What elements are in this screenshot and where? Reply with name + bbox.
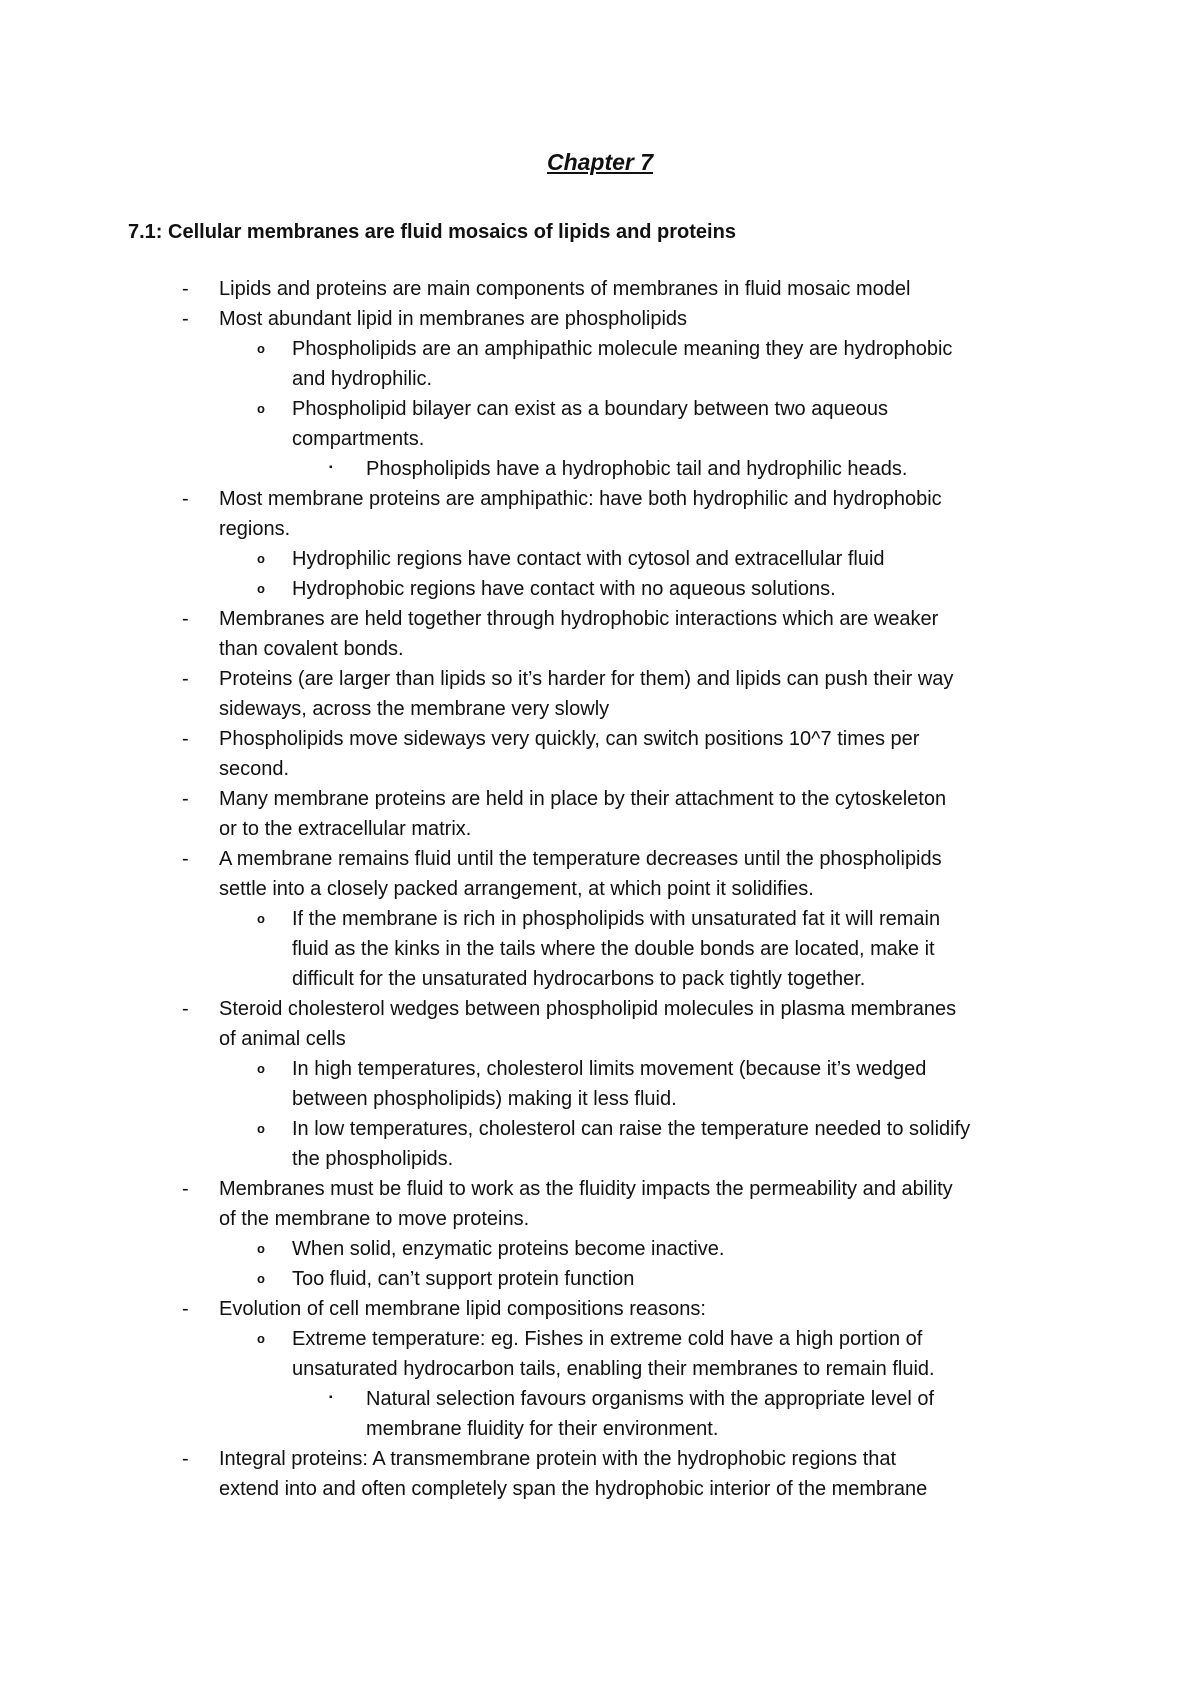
bullet-marker-icon: - xyxy=(182,1298,189,1320)
list-item-line: Hydrophilic regions have contact with cytosol and extracellular fluid xyxy=(292,548,885,570)
list-item xyxy=(0,334,1200,394)
list-item-line: Lipids and proteins are main components of membranes in fluid mosaic model xyxy=(219,278,911,300)
list-item-text xyxy=(219,304,1200,334)
list-item-text xyxy=(219,664,1200,724)
list-item-line: of animal cells xyxy=(219,1028,346,1050)
list-item xyxy=(0,304,1200,334)
list-item-text xyxy=(219,784,1200,844)
list-item-line: Membranes are held together through hydrophobic interactions which are weaker xyxy=(219,608,939,630)
list-item-text xyxy=(219,604,1200,664)
list-item xyxy=(0,454,1200,484)
list-item-line: sideways, across the membrane very slowly xyxy=(219,698,610,720)
list-item xyxy=(0,724,1200,784)
list-item-text xyxy=(292,904,1200,994)
list-item xyxy=(0,394,1200,454)
list-item-line: and hydrophilic. xyxy=(292,368,433,390)
list-item-line: settle into a closely packed arrangement, at which point it solidifies. xyxy=(219,878,814,900)
bullet-marker-icon: o xyxy=(257,1121,265,1136)
list-item xyxy=(0,904,1200,994)
list-item xyxy=(0,1054,1200,1114)
list-item-text xyxy=(292,1264,1200,1294)
bullet-marker-icon: - xyxy=(182,308,189,330)
bullet-marker-icon: ▪ xyxy=(329,1392,333,1403)
list-item-line: second. xyxy=(219,758,290,780)
list-item xyxy=(0,1444,1200,1504)
list-item-line: A membrane remains fluid until the temperature decreases until the phospholipids xyxy=(219,848,942,870)
list-item-line: unsaturated hydrocarbon tails, enabling their membranes to remain fluid. xyxy=(292,1358,935,1380)
list-item-text xyxy=(219,1174,1200,1234)
list-item xyxy=(0,274,1200,304)
list-item-line: When solid, enzymatic proteins become inactive. xyxy=(292,1238,725,1260)
bullet-marker-icon: - xyxy=(182,1448,189,1470)
list-item xyxy=(0,574,1200,604)
list-item-text xyxy=(219,844,1200,904)
list-item-text xyxy=(292,1234,1200,1264)
list-item-line: Phospholipid bilayer can exist as a boundary between two aqueous xyxy=(292,398,888,420)
bullet-marker-icon: - xyxy=(182,998,189,1020)
bullet-marker-icon: - xyxy=(182,1178,189,1200)
list-item-line: membrane fluidity for their environment. xyxy=(366,1418,719,1440)
list-item-text xyxy=(292,394,1200,454)
bullet-marker-icon: o xyxy=(257,581,265,596)
list-item xyxy=(0,1384,1200,1444)
bullet-marker-icon: - xyxy=(182,848,189,870)
list-item-line: between phospholipids) making it less fluid. xyxy=(292,1088,677,1110)
list-item-line: fluid as the kinks in the tails where the double bonds are located, make it xyxy=(292,938,935,960)
list-item xyxy=(0,1234,1200,1264)
list-item xyxy=(0,784,1200,844)
notes-list xyxy=(0,274,1200,1504)
bullet-marker-icon: o xyxy=(257,1241,265,1256)
list-item-text xyxy=(219,1294,1200,1324)
list-item-text xyxy=(219,994,1200,1054)
list-item-text xyxy=(366,1384,1200,1444)
list-item xyxy=(0,544,1200,574)
list-item xyxy=(0,1264,1200,1294)
list-item-line: or to the extracellular matrix. xyxy=(219,818,472,840)
list-item-line: extend into and often completely span the hydrophobic interior of the membrane xyxy=(219,1478,928,1500)
list-item xyxy=(0,1114,1200,1174)
list-item-line: Most abundant lipid in membranes are phospholipids xyxy=(219,308,688,330)
bullet-marker-icon: ▪ xyxy=(329,462,333,473)
bullet-marker-icon: o xyxy=(257,341,265,356)
list-item-line: of the membrane to move proteins. xyxy=(219,1208,530,1230)
list-item-text xyxy=(219,274,1200,304)
list-item-line: In low temperatures, cholesterol can raise the temperature needed to solidify xyxy=(292,1118,971,1140)
bullet-marker-icon: - xyxy=(182,668,189,690)
list-item-line: Too fluid, can’t support protein function xyxy=(292,1268,635,1290)
bullet-marker-icon: o xyxy=(257,1271,265,1286)
list-item-line: Membranes must be fluid to work as the fluidity impacts the permeability and ability xyxy=(219,1178,953,1200)
list-item-text xyxy=(292,334,1200,394)
list-item-line: Most membrane proteins are amphipathic: have both hydrophilic and hydrophobic xyxy=(219,488,942,510)
list-item-line: difficult for the unsaturated hydrocarbons to pack tightly together. xyxy=(292,968,866,990)
list-item-line: Hydrophobic regions have contact with no aqueous solutions. xyxy=(292,578,836,600)
chapter-title: Chapter 7 xyxy=(546,149,654,175)
list-item-line: In high temperatures, cholesterol limits movement (because it’s wedged xyxy=(292,1058,927,1080)
list-item-line: If the membrane is rich in phospholipids with unsaturated fat it will remain xyxy=(292,908,941,930)
list-item-line: Extreme temperature: eg. Fishes in extreme cold have a high portion of xyxy=(292,1328,923,1350)
list-item-text xyxy=(292,574,1200,604)
list-item-line: Integral proteins: A transmembrane protein with the hydrophobic regions that xyxy=(219,1448,897,1470)
bullet-marker-icon: - xyxy=(182,608,189,630)
list-item-line: the phospholipids. xyxy=(292,1148,454,1170)
bullet-marker-icon: o xyxy=(257,401,265,416)
list-item-text xyxy=(219,1444,1200,1504)
list-item xyxy=(0,484,1200,544)
bullet-marker-icon: - xyxy=(182,728,189,750)
list-item-line: Phospholipids have a hydrophobic tail and hydrophilic heads. xyxy=(366,458,908,480)
list-item-line: Phospholipids are an amphipathic molecule meaning they are hydrophobic xyxy=(292,338,953,360)
list-item xyxy=(0,604,1200,664)
bullet-marker-icon: - xyxy=(182,278,189,300)
list-item-line: Proteins (are larger than lipids so it’s harder for them) and lipids can push their way xyxy=(219,668,954,690)
list-item-text xyxy=(292,1054,1200,1114)
list-item-text xyxy=(219,724,1200,784)
section-heading: 7.1: Cellular membranes are fluid mosaics of lipids and proteins xyxy=(128,221,736,243)
bullet-marker-icon: - xyxy=(182,788,189,810)
list-item-text xyxy=(219,484,1200,544)
bullet-marker-icon: o xyxy=(257,911,265,926)
list-item-line: Steroid cholesterol wedges between phospholipid molecules in plasma membranes xyxy=(219,998,957,1020)
list-item-line: regions. xyxy=(219,518,291,540)
list-item-line: than covalent bonds. xyxy=(219,638,404,660)
bullet-marker-icon: o xyxy=(257,551,265,566)
list-item-line: Natural selection favours organisms with the appropriate level of xyxy=(366,1388,935,1410)
list-item-line: compartments. xyxy=(292,428,425,450)
list-item-line: Phospholipids move sideways very quickly, can switch positions 10^7 times per xyxy=(219,728,920,750)
list-item-line: Evolution of cell membrane lipid compositions reasons: xyxy=(219,1298,706,1320)
list-item-text xyxy=(292,544,1200,574)
list-item-text xyxy=(292,1324,1200,1384)
bullet-marker-icon: o xyxy=(257,1061,265,1076)
bullet-marker-icon: - xyxy=(182,488,189,510)
bullet-marker-icon: o xyxy=(257,1331,265,1346)
list-item-text xyxy=(292,1114,1200,1174)
list-item xyxy=(0,844,1200,904)
list-item-text xyxy=(366,454,1200,484)
list-item xyxy=(0,1174,1200,1234)
list-item xyxy=(0,994,1200,1054)
list-item-line: Many membrane proteins are held in place by their attachment to the cytoskeleton xyxy=(219,788,947,810)
list-item xyxy=(0,664,1200,724)
list-item xyxy=(0,1324,1200,1384)
list-item xyxy=(0,1294,1200,1324)
